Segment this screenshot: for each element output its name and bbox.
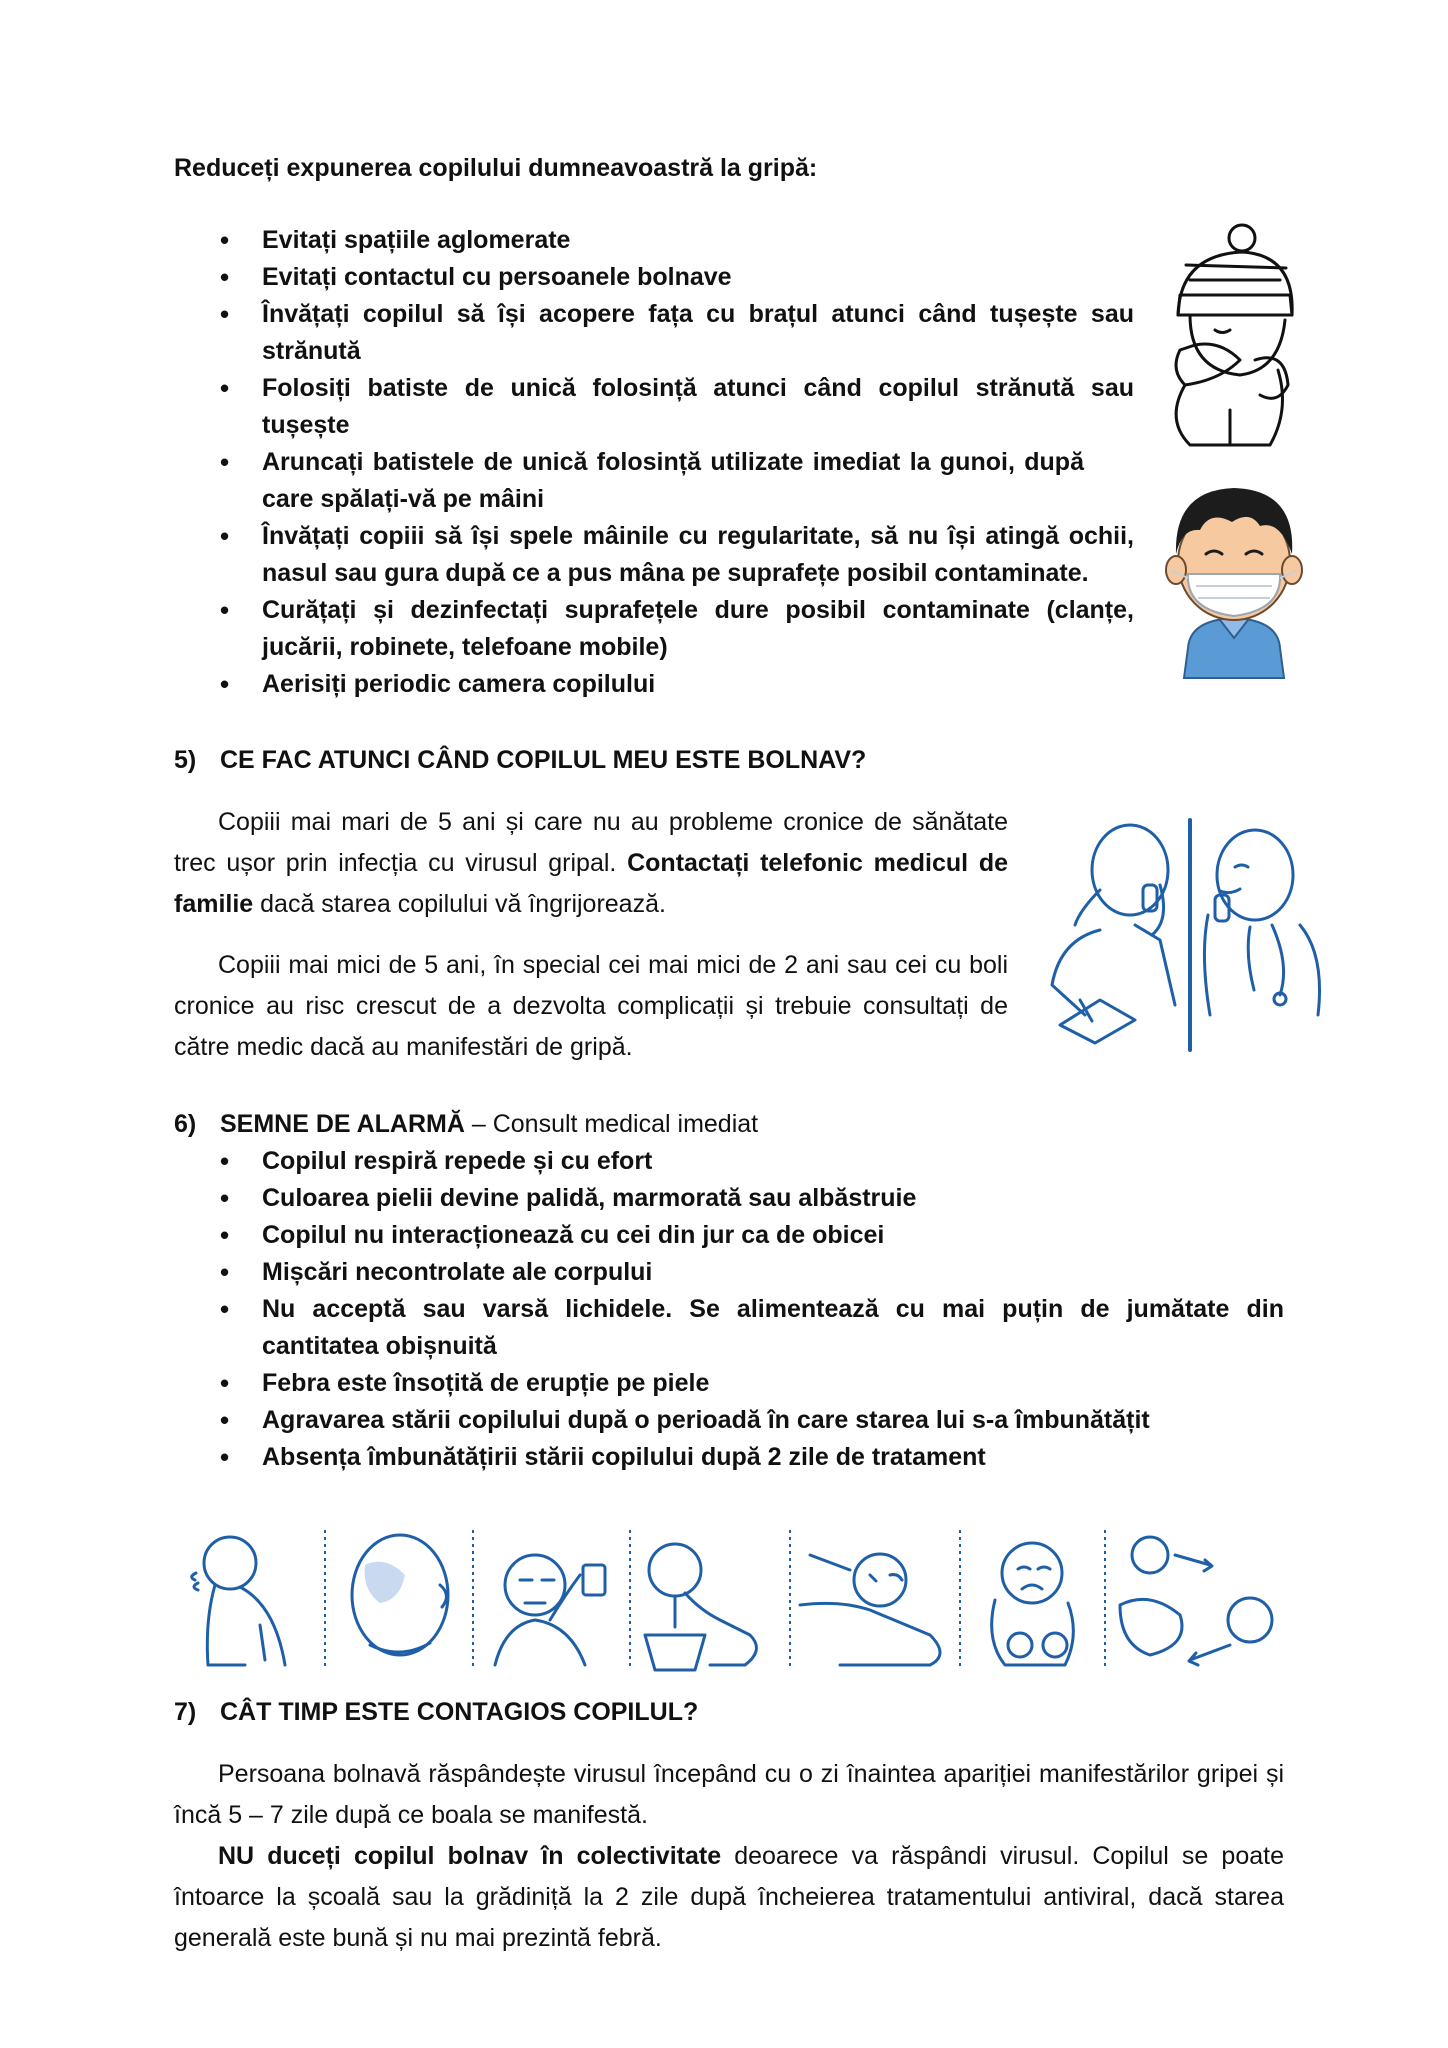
paragraph: Persoana bolnavă răspândește virusul începând cu o zi înaintea apariției manifestărilor gripei și încă 5 – 7 zile după ce boala se manifestă. bbox=[174, 1760, 1284, 1829]
paragraph-text: deoarece va răspândi virusul. Copilul se poate întoarce la școală sau la grădiniță la 2 zile după încheierea tratamentului antiviral, dacă starea generală este bună și nu mai prezintă febră. bbox=[174, 1842, 1284, 1952]
section-title: SEMNE DE ALARMĂ bbox=[220, 1110, 465, 1138]
phone-call-illustration bbox=[1040, 815, 1330, 1055]
prevention-list bbox=[174, 222, 1134, 703]
paragraph bbox=[174, 802, 1008, 925]
list-item: • Învățați copiii să își spele mâinile cu regularitate, să nu își atingă ochii, nasul sau gura după ce a pus mâna pe suprafețe posibil contaminate. bbox=[174, 518, 1134, 592]
list-item: • Copilul respiră repede și cu efort bbox=[174, 1143, 1284, 1180]
paragraph-bold: NU duceți copilul bolnav în colectivitate bbox=[218, 1842, 722, 1870]
list-item: • Evitați contactul cu persoanele bolnave bbox=[174, 259, 1134, 296]
section-5-body bbox=[174, 802, 1008, 1068]
section-number: 5) bbox=[174, 746, 197, 774]
section-subtitle: – Consult medical imediat bbox=[464, 1110, 759, 1138]
section-number: 6) bbox=[174, 1110, 197, 1138]
list-item: • Folosiți batiste de unică folosință atunci când copilul strănută sau tușește bbox=[174, 370, 1134, 444]
paragraph: Copiii mai mici de 5 ani, în special cei mai mici de 2 ani sau cei cu boli cronice au risc crescut de a dezvolta complicații și trebuie consultați de către medic dacă au manifestări de gripă. bbox=[174, 951, 1008, 1061]
section-7-heading bbox=[174, 1694, 698, 1731]
list-item: • Mișcări necontrolate ale corpului bbox=[174, 1254, 1284, 1291]
paragraph-text: Copiii mai mari de 5 ani și care nu au probleme cronice de sănătate trec ușor prin infecția cu virusul gripal. bbox=[174, 808, 1008, 877]
paragraph bbox=[174, 1836, 1284, 1959]
sneezing-child-illustration bbox=[1160, 220, 1300, 460]
section-title: CE FAC ATUNCI CÂND COPILUL MEU ESTE BOLNAV? bbox=[220, 746, 867, 774]
masked-boy-illustration bbox=[1160, 470, 1308, 680]
list-item: • Învățați copilul să își acopere fața cu brațul atunci când tușește sau strănută bbox=[174, 296, 1134, 370]
alarm-signs-illustration-strip bbox=[190, 1525, 1300, 1675]
paragraph-bold: Contactați telefonic medicul de familie bbox=[174, 849, 1008, 918]
paragraph-text: dacă starea copilului vă îngrijorează. bbox=[253, 890, 666, 918]
section-7-body bbox=[174, 1754, 1284, 1959]
list-item: • Culoarea pielii devine palidă, marmorată sau albăstruie bbox=[174, 1180, 1284, 1217]
list-item: • Copilul nu interacționează cu cei din jur ca de obicei bbox=[174, 1217, 1284, 1254]
section-title: CÂT TIMP ESTE CONTAGIOS COPILUL? bbox=[220, 1698, 699, 1726]
alarm-signs-list bbox=[174, 1143, 1284, 1476]
list-item: • Evitați spațiile aglomerate bbox=[174, 222, 1134, 259]
section-6-heading bbox=[174, 1106, 758, 1143]
list-item: • Aruncați batistele de unică folosință utilizate imediat la gunoi, după care spălați-vă pe mâini bbox=[174, 444, 1134, 518]
list-item: • Curățați și dezinfectați suprafețele dure posibil contaminate (clanțe, jucării, robinete, telefoane mobile) bbox=[174, 592, 1134, 666]
list-item: • Agravarea stării copilului după o perioadă în care starea lui s-a îmbunătățit bbox=[174, 1402, 1284, 1439]
list-item: • Absența îmbunătățirii stării copilului după 2 zile de tratament bbox=[174, 1439, 1284, 1476]
intro-heading: Reduceți expunerea copilului dumneavoastră la gripă: bbox=[174, 154, 818, 182]
section-number: 7) bbox=[174, 1698, 197, 1726]
section-5-heading bbox=[174, 742, 866, 779]
list-item: • Febra este însoțită de erupție pe piele bbox=[174, 1365, 1284, 1402]
list-item: • Nu acceptă sau varsă lichidele. Se alimentează cu mai puțin de jumătate din cantitatea obișnuită bbox=[174, 1291, 1284, 1365]
list-item: • Aerisiți periodic camera copilului bbox=[174, 666, 1134, 703]
